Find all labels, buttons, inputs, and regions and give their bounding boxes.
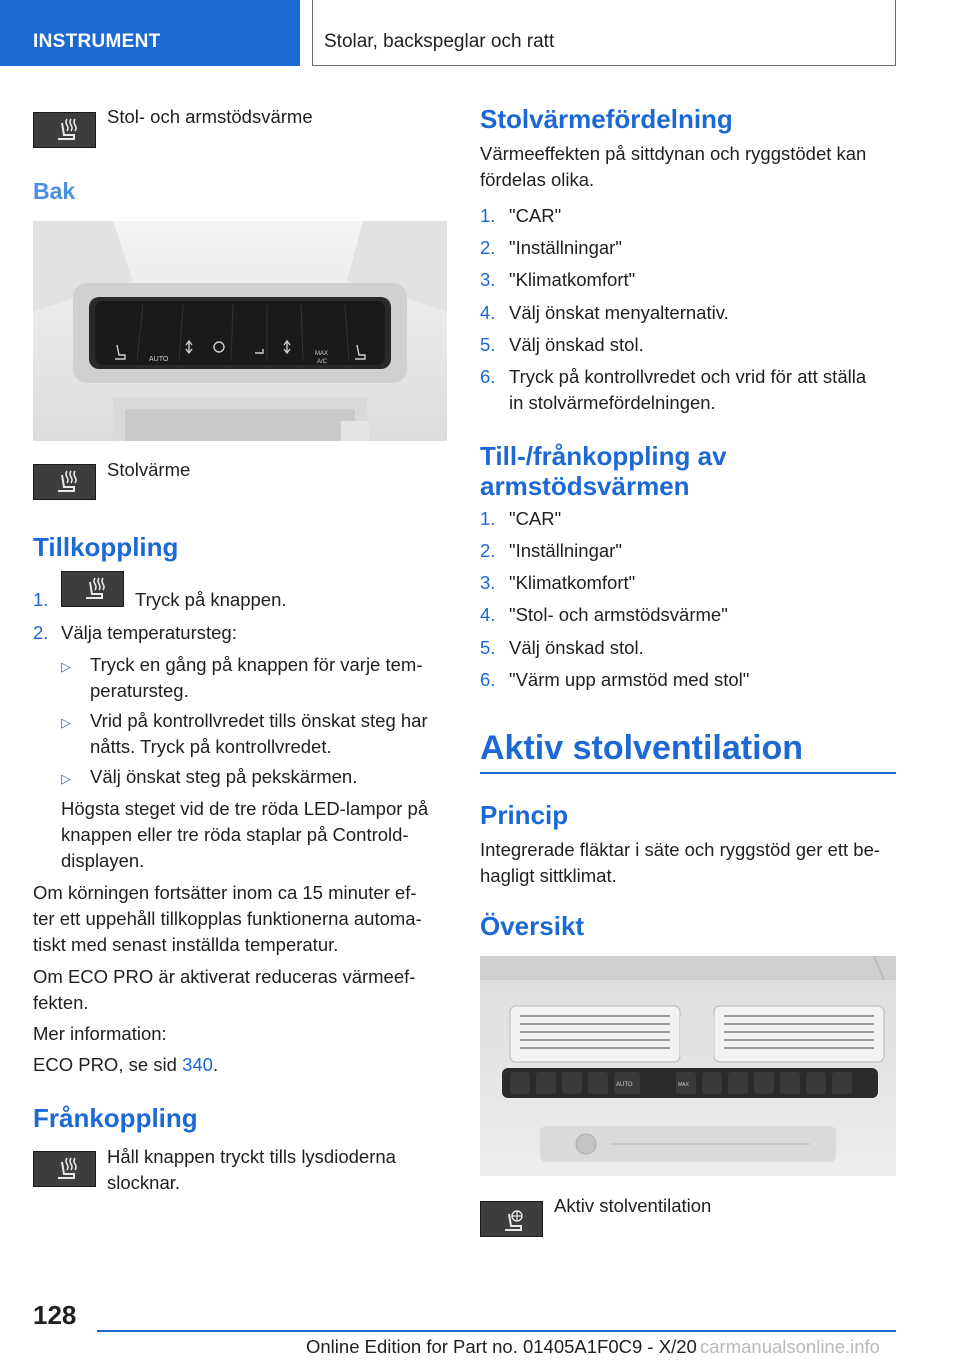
paragraph: fördelas olika.: [480, 169, 595, 190]
list-item: Tryck på kontrollvredet och vrid för att ställa: [509, 366, 867, 387]
seat-heat-icon: [33, 1151, 96, 1187]
icon-caption: Stolvärme: [107, 459, 191, 480]
ac-label: A/C: [317, 359, 328, 365]
seat-heat-icon: [61, 571, 124, 607]
list-number: 1.: [480, 508, 496, 529]
bullet-text: peratursteg.: [90, 680, 189, 701]
paragraph: slocknar.: [107, 1172, 181, 1193]
cross-reference: [33, 1052, 218, 1078]
list-number: 3.: [480, 572, 496, 593]
paragraph: Om körningen fortsätter inom ca 15 minuter ef-: [33, 882, 417, 903]
auto-label: AUTO: [616, 1082, 633, 1088]
list-item: "Stol- och armstödsvärme": [509, 604, 728, 625]
rear-climate-panel-photo: [33, 221, 447, 441]
list-item-continuation: in stolvärmefördelningen.: [509, 392, 716, 413]
step-number: 2.: [33, 622, 49, 643]
reference-prefix: ECO PRO, se sid: [33, 1054, 183, 1075]
dashboard-vents-photo: [480, 956, 896, 1176]
paragraph: Värmeeffekten på sittdynan och ryggstödet kan: [480, 143, 867, 164]
bullet-text: nåtts. Tryck på kontrollvredet.: [90, 736, 332, 757]
heading-till-frankoppling: Till-/frånkoppling av: [480, 441, 727, 471]
paragraph: Integrerade fläktar i säte och ryggstöd ger ett be-: [480, 839, 881, 860]
list-item: Välj önskad stol.: [509, 637, 644, 658]
step-number: 1.: [33, 589, 49, 610]
watermark-text: carmanualsonline.info: [700, 1336, 880, 1357]
paragraph: hagligt sittklimat.: [480, 865, 617, 886]
bullet-triangle-icon: ▷: [61, 771, 71, 786]
heading-stolvarmefordelning: Stolvärmefördelning: [480, 104, 733, 134]
list-number: 6.: [480, 366, 496, 387]
auto-label: AUTO: [149, 356, 169, 363]
heading-aktiv-stolventilation: Aktiv stolventilation: [480, 729, 804, 767]
list-number: 3.: [480, 269, 496, 290]
max-label: MAX: [315, 351, 329, 357]
list-item: Välj önskat menyalternativ.: [509, 302, 729, 323]
heading-underline: [480, 772, 896, 774]
list-item: "Inställningar": [509, 540, 622, 561]
paragraph: Mer information:: [33, 1023, 167, 1044]
note-text: knappen eller tre röda staplar på Controld-: [61, 824, 409, 845]
paragraph: fekten.: [33, 992, 89, 1013]
edition-text: Online Edition for Part no. 01405A1F0C9 - X/20: [306, 1336, 697, 1357]
bullet-triangle-icon: ▷: [61, 659, 71, 674]
step-text: Tryck på knappen.: [135, 589, 287, 610]
icon-caption: Aktiv stolventilation: [554, 1195, 712, 1216]
list-number: 5.: [480, 637, 496, 658]
list-item: "Värm upp armstöd med stol": [509, 669, 750, 690]
list-number: 4.: [480, 302, 496, 323]
bullet-triangle-icon: ▷: [61, 715, 71, 730]
heading-princip: Princip: [480, 800, 569, 830]
list-item: "CAR": [509, 205, 562, 226]
heading-oversikt: Översikt: [480, 911, 585, 941]
chapter-title: Stolar, backspeglar och ratt: [324, 31, 555, 52]
note-text: Högsta steget vid de tre röda LED-lampor på: [61, 798, 429, 819]
bullet-text: Tryck en gång på knappen för varje tem-: [90, 654, 423, 675]
seat-heat-icon: [33, 464, 96, 500]
page-link[interactable]: 340: [182, 1054, 213, 1075]
bullet-text: Välj önskat steg på pekskärmen.: [90, 766, 358, 787]
footer-rule: [97, 1330, 896, 1332]
bullet-text: Vrid på kontrollvredet tills önskat steg har: [90, 710, 428, 731]
seat-ventilation-icon: [480, 1201, 543, 1237]
list-number: 5.: [480, 334, 496, 355]
heading-frankoppling: Frånkoppling: [33, 1103, 198, 1133]
list-number: 4.: [480, 604, 496, 625]
list-item: "Klimatkomfort": [509, 269, 636, 290]
paragraph: ter ett uppehåll tillkopplas funktionerna automa-: [33, 908, 422, 929]
reference-suffix: .: [212, 1054, 219, 1075]
list-number: 6.: [480, 669, 496, 690]
paragraph: tiskt med senast inställda temperatur.: [33, 934, 339, 955]
section-tab: INSTRUMENT: [0, 0, 300, 66]
paragraph: Håll knappen tryckt tills lysdioderna: [107, 1146, 396, 1167]
list-item: "Klimatkomfort": [509, 572, 636, 593]
heading-tillkoppling: Tillkoppling: [33, 532, 179, 562]
heading-till-frankoppling-line2: armstödsvärmen: [480, 471, 690, 501]
list-number: 2.: [480, 237, 496, 258]
paragraph: Om ECO PRO är aktiverat reduceras värmeef-: [33, 966, 416, 987]
max-label: MAX: [678, 1082, 689, 1088]
step-text: Välja temperatursteg:: [61, 622, 237, 643]
heading-bak: Bak: [33, 178, 76, 204]
page-header: [0, 0, 960, 66]
icon-caption: Stol- och armstödsvärme: [107, 106, 313, 127]
seat-heat-icon: [33, 112, 96, 148]
list-number: 2.: [480, 540, 496, 561]
list-item: "CAR": [509, 508, 562, 529]
list-item: Välj önskad stol.: [509, 334, 644, 355]
list-number: 1.: [480, 205, 496, 226]
page-number: 128: [33, 1300, 77, 1330]
list-item: "Inställningar": [509, 237, 622, 258]
note-text: displayen.: [61, 850, 145, 871]
